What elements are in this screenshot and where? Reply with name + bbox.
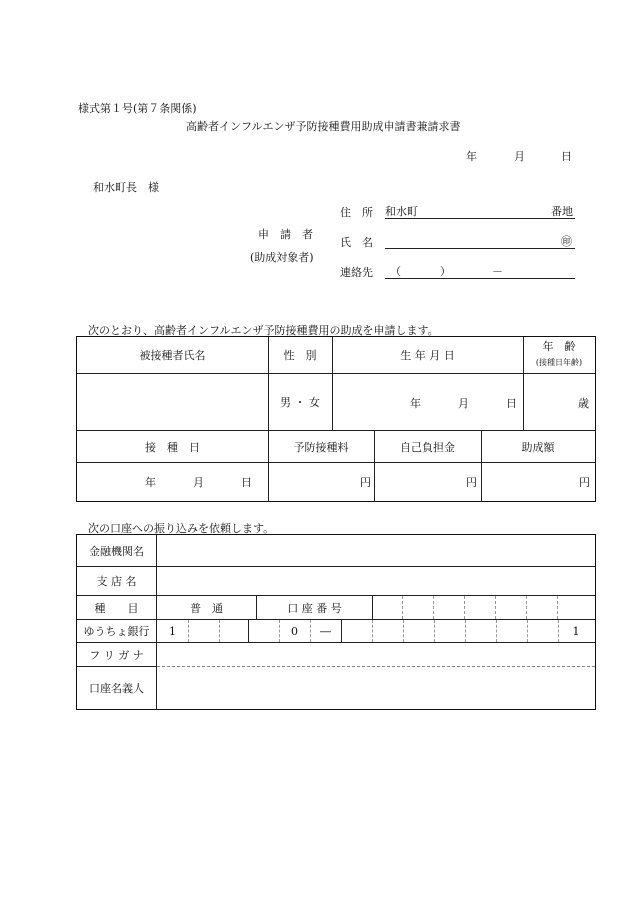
holder-field[interactable] [157,667,594,708]
birth-month: 月 [458,397,469,410]
age-unit: 歳 [578,397,589,410]
type-value[interactable]: 普 通 [190,601,223,615]
sex-value[interactable]: 男 ・ 女 [280,396,320,409]
form-number: 様式第１号(第７条関係) [78,102,197,115]
institution-field[interactable] [157,536,594,565]
fee-yen: 円 [360,476,371,489]
type-label: 種 目 [94,601,139,615]
branch-field[interactable] [157,567,594,594]
date-day-label: 日 [561,150,572,163]
header-sex: 性 別 [283,349,317,362]
birth-day: 日 [506,397,517,410]
header-birth: 生 年 月 日 [400,349,455,362]
yucho-zero-digit: 0 [291,624,298,638]
holder-label: 口座名義人 [89,681,144,695]
self-pay-yen: 円 [466,476,477,489]
furigana-label: フ リ ガ ナ [89,648,144,662]
date-year-label: 年 [466,150,477,163]
header-self-pay: 自己負担金 [400,440,455,454]
contact-dash: － [492,265,503,278]
header-vacc-date: 接 種 日 [145,440,200,454]
header-age: 年 齢 [542,340,576,353]
address-suffix: 番地 [551,205,573,218]
birth-year: 年 [410,397,421,410]
vacc-day: 日 [241,476,252,489]
contact-open-paren: （ [390,265,401,278]
yucho-last-digit: 1 [572,624,580,638]
subsidy-yen: 円 [579,476,590,489]
request-statement: 次のとおり、高齢者インフルエンザ予防接種費用の助成を申請します。 [88,324,439,337]
branch-label: 支 店 名 [96,575,137,588]
contact-close-paren: ） [440,265,451,278]
vacc-month: 月 [193,476,204,489]
date-month-label: 月 [514,150,525,163]
vacc-year: 年 [145,476,156,489]
contact-field[interactable] [385,278,575,279]
account-label: 口 座 番 号 [287,601,342,615]
institution-label: 金融機関名 [89,544,144,558]
yucho-label: ゆうちょ銀行 [83,625,150,638]
addressee: 和水町長 様 [93,181,159,194]
address-town: 和水町 [385,205,418,218]
address-label: 住 所 [340,206,373,219]
applicant-label: 申 請 者 [258,228,313,241]
applicant-sub-label: (助成対象者) [250,251,314,264]
seal-mark: ㊞ [561,235,572,248]
header-age-note: (接種日年齢) [535,357,583,367]
header-subsidy: 助成額 [521,440,555,454]
yucho-first-digit: 1 [169,624,176,638]
name-field[interactable] [385,248,575,249]
form-title: 高齢者インフルエンザ予防接種費用助成申請書兼請求書 [186,120,461,133]
bank-statement: 次の口座への振り込みを依頼します。 [88,522,275,535]
yucho-dash: ― [320,624,331,638]
contact-label: 連絡先 [340,266,373,279]
header-fee: 予防接種料 [293,440,349,454]
header-name: 被接種者氏名 [139,349,206,362]
furigana-field[interactable] [157,643,594,665]
name-cell[interactable] [77,374,268,430]
name-label: 氏 名 [340,236,373,249]
